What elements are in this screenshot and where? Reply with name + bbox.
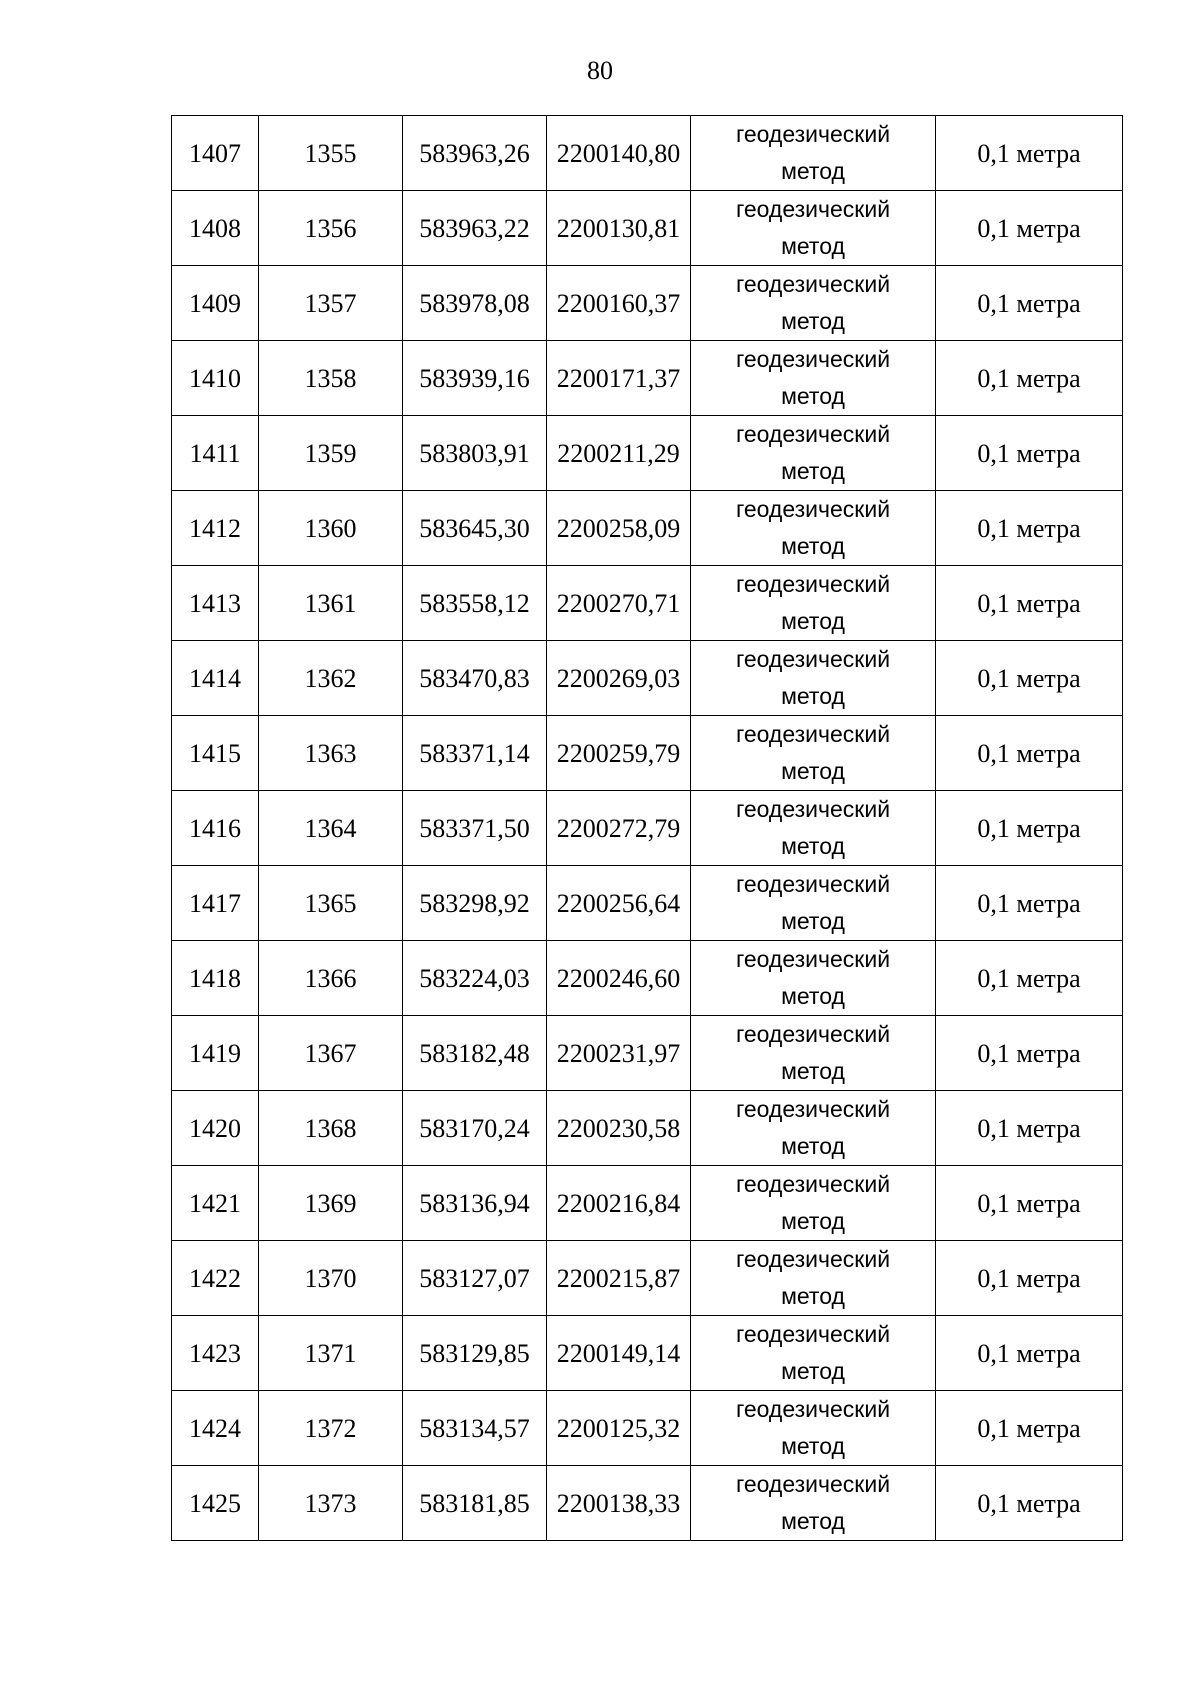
part-point-number-cell: 1366	[259, 941, 403, 1016]
coordinate-y-cell: 2200211,29	[547, 416, 691, 491]
table-row	[172, 641, 1123, 716]
point-number-cell: 1413	[172, 566, 259, 641]
precision-cell: 0,1 метра	[936, 116, 1123, 191]
coordinate-y-cell: 2200258,09	[547, 491, 691, 566]
part-point-number-cell: 1359	[259, 416, 403, 491]
method-line-1: геодезический	[735, 796, 891, 822]
method-cell	[691, 566, 936, 641]
coordinate-x-cell: 583127,07	[403, 1241, 547, 1316]
method-line-2: метод	[781, 983, 845, 1009]
precision-cell: 0,1 метра	[936, 1466, 1123, 1541]
table-row	[172, 341, 1123, 416]
table-row	[172, 1316, 1123, 1391]
method-line-2: метод	[781, 233, 845, 259]
precision-cell: 0,1 метра	[936, 1391, 1123, 1466]
method-cell	[691, 341, 936, 416]
method-cell	[691, 1166, 936, 1241]
method-line-2: метод	[781, 908, 845, 934]
point-number-cell: 1415	[172, 716, 259, 791]
point-number-cell: 1410	[172, 341, 259, 416]
point-number-cell: 1407	[172, 116, 259, 191]
coordinate-y-cell: 2200272,79	[547, 791, 691, 866]
method-cell	[691, 116, 936, 191]
table-row	[172, 566, 1123, 641]
precision-cell: 0,1 метра	[936, 941, 1123, 1016]
part-point-number-cell: 1367	[259, 1016, 403, 1091]
part-point-number-cell: 1368	[259, 1091, 403, 1166]
coordinates-table	[171, 115, 1123, 1541]
precision-cell: 0,1 метра	[936, 1316, 1123, 1391]
method-line-2: метод	[781, 683, 845, 709]
coordinate-y-cell: 2200256,64	[547, 866, 691, 941]
coordinate-x-cell: 583939,16	[403, 341, 547, 416]
point-number-cell: 1423	[172, 1316, 259, 1391]
method-line-1: геодезический	[735, 1096, 891, 1122]
coordinate-x-cell: 583963,22	[403, 191, 547, 266]
coordinate-x-cell: 583134,57	[403, 1391, 547, 1466]
precision-cell: 0,1 метра	[936, 416, 1123, 491]
method-line-1: геодезический	[735, 871, 891, 897]
point-number-cell: 1421	[172, 1166, 259, 1241]
coordinate-y-cell: 2200270,71	[547, 566, 691, 641]
part-point-number-cell: 1361	[259, 566, 403, 641]
method-cell	[691, 191, 936, 266]
precision-cell: 0,1 метра	[936, 191, 1123, 266]
part-point-number-cell: 1373	[259, 1466, 403, 1541]
part-point-number-cell: 1371	[259, 1316, 403, 1391]
table-row	[172, 1391, 1123, 1466]
coordinate-y-cell: 2200160,37	[547, 266, 691, 341]
table-row	[172, 116, 1123, 191]
method-line-2: метод	[781, 1283, 845, 1309]
method-line-2: метод	[781, 833, 845, 859]
method-line-2: метод	[781, 1133, 845, 1159]
method-cell	[691, 641, 936, 716]
point-number-cell: 1419	[172, 1016, 259, 1091]
coordinate-y-cell: 2200171,37	[547, 341, 691, 416]
point-number-cell: 1424	[172, 1391, 259, 1466]
method-cell	[691, 1241, 936, 1316]
method-line-1: геодезический	[735, 346, 891, 372]
part-point-number-cell: 1369	[259, 1166, 403, 1241]
method-cell	[691, 866, 936, 941]
method-cell	[691, 1466, 936, 1541]
precision-cell: 0,1 метра	[936, 716, 1123, 791]
method-cell	[691, 791, 936, 866]
coordinate-x-cell: 583136,94	[403, 1166, 547, 1241]
method-line-2: метод	[781, 758, 845, 784]
method-line-1: геодезический	[735, 1396, 891, 1422]
coordinate-y-cell: 2200269,03	[547, 641, 691, 716]
precision-cell: 0,1 метра	[936, 341, 1123, 416]
method-cell	[691, 1016, 936, 1091]
coordinate-x-cell: 583371,50	[403, 791, 547, 866]
point-number-cell: 1414	[172, 641, 259, 716]
point-number-cell: 1411	[172, 416, 259, 491]
coordinate-y-cell: 2200130,81	[547, 191, 691, 266]
table-row	[172, 941, 1123, 1016]
table-row	[172, 1091, 1123, 1166]
part-point-number-cell: 1355	[259, 116, 403, 191]
table-row	[172, 416, 1123, 491]
part-point-number-cell: 1358	[259, 341, 403, 416]
part-point-number-cell: 1365	[259, 866, 403, 941]
coordinate-y-cell: 2200215,87	[547, 1241, 691, 1316]
precision-cell: 0,1 метра	[936, 266, 1123, 341]
precision-cell: 0,1 метра	[936, 1241, 1123, 1316]
precision-cell: 0,1 метра	[936, 1091, 1123, 1166]
table-row	[172, 491, 1123, 566]
table-row	[172, 1466, 1123, 1541]
coordinate-x-cell: 583803,91	[403, 416, 547, 491]
table-row	[172, 716, 1123, 791]
part-point-number-cell: 1360	[259, 491, 403, 566]
coordinate-x-cell: 583470,83	[403, 641, 547, 716]
method-cell	[691, 716, 936, 791]
precision-cell: 0,1 метра	[936, 566, 1123, 641]
method-line-2: метод	[781, 1508, 845, 1534]
precision-cell: 0,1 метра	[936, 1016, 1123, 1091]
point-number-cell: 1417	[172, 866, 259, 941]
coordinate-y-cell: 2200216,84	[547, 1166, 691, 1241]
method-line-1: геодезический	[735, 721, 891, 747]
part-point-number-cell: 1364	[259, 791, 403, 866]
table-row	[172, 1241, 1123, 1316]
method-line-2: метод	[781, 158, 845, 184]
part-point-number-cell: 1363	[259, 716, 403, 791]
method-line-2: метод	[781, 1208, 845, 1234]
method-line-2: метод	[781, 383, 845, 409]
part-point-number-cell: 1357	[259, 266, 403, 341]
coordinate-y-cell: 2200140,80	[547, 116, 691, 191]
coordinate-x-cell: 583182,48	[403, 1016, 547, 1091]
point-number-cell: 1412	[172, 491, 259, 566]
method-line-2: метод	[781, 458, 845, 484]
precision-cell: 0,1 метра	[936, 866, 1123, 941]
method-line-1: геодезический	[735, 646, 891, 672]
table-row	[172, 866, 1123, 941]
method-cell	[691, 491, 936, 566]
method-line-1: геодезический	[735, 571, 891, 597]
part-point-number-cell: 1372	[259, 1391, 403, 1466]
coordinate-y-cell: 2200149,14	[547, 1316, 691, 1391]
method-cell	[691, 1091, 936, 1166]
coordinates-table-body	[172, 116, 1123, 1541]
part-point-number-cell: 1362	[259, 641, 403, 716]
method-line-2: метод	[781, 1058, 845, 1084]
point-number-cell: 1425	[172, 1466, 259, 1541]
point-number-cell: 1420	[172, 1091, 259, 1166]
precision-cell: 0,1 метра	[936, 791, 1123, 866]
part-point-number-cell: 1370	[259, 1241, 403, 1316]
precision-cell: 0,1 метра	[936, 641, 1123, 716]
coordinate-y-cell: 2200246,60	[547, 941, 691, 1016]
method-cell	[691, 266, 936, 341]
method-line-2: метод	[781, 1433, 845, 1459]
coordinate-x-cell: 583170,24	[403, 1091, 547, 1166]
coordinate-y-cell: 2200138,33	[547, 1466, 691, 1541]
point-number-cell: 1416	[172, 791, 259, 866]
table-row	[172, 791, 1123, 866]
coordinate-x-cell: 583371,14	[403, 716, 547, 791]
method-cell	[691, 1391, 936, 1466]
method-cell	[691, 416, 936, 491]
method-line-1: геодезический	[735, 421, 891, 447]
method-line-2: метод	[781, 608, 845, 634]
coordinate-y-cell: 2200259,79	[547, 716, 691, 791]
method-cell	[691, 1316, 936, 1391]
point-number-cell: 1418	[172, 941, 259, 1016]
method-line-1: геодезический	[735, 946, 891, 972]
table-row	[172, 1166, 1123, 1241]
method-line-1: геодезический	[735, 121, 891, 147]
coordinate-y-cell: 2200231,97	[547, 1016, 691, 1091]
method-line-1: геодезический	[735, 1471, 891, 1497]
point-number-cell: 1408	[172, 191, 259, 266]
method-line-1: геодезический	[735, 1321, 891, 1347]
method-line-2: метод	[781, 533, 845, 559]
coordinate-x-cell: 583224,03	[403, 941, 547, 1016]
page-number: 80	[587, 56, 613, 85]
method-line-1: геодезический	[735, 196, 891, 222]
method-line-1: геодезический	[735, 271, 891, 297]
coordinate-x-cell: 583963,26	[403, 116, 547, 191]
method-line-2: метод	[781, 308, 845, 334]
precision-cell: 0,1 метра	[936, 491, 1123, 566]
coordinate-y-cell: 2200230,58	[547, 1091, 691, 1166]
table-row	[172, 1016, 1123, 1091]
method-line-1: геодезический	[735, 1021, 891, 1047]
precision-cell: 0,1 метра	[936, 1166, 1123, 1241]
part-point-number-cell: 1356	[259, 191, 403, 266]
coordinate-x-cell: 583298,92	[403, 866, 547, 941]
point-number-cell: 1422	[172, 1241, 259, 1316]
coordinate-x-cell: 583645,30	[403, 491, 547, 566]
method-line-1: геодезический	[735, 1246, 891, 1272]
coordinate-x-cell: 583181,85	[403, 1466, 547, 1541]
coordinate-y-cell: 2200125,32	[547, 1391, 691, 1466]
method-cell	[691, 941, 936, 1016]
table-row	[172, 191, 1123, 266]
table-row	[172, 266, 1123, 341]
coordinate-x-cell: 583129,85	[403, 1316, 547, 1391]
method-line-1: геодезический	[735, 1171, 891, 1197]
coordinate-x-cell: 583978,08	[403, 266, 547, 341]
method-line-2: метод	[781, 1358, 845, 1384]
point-number-cell: 1409	[172, 266, 259, 341]
coordinate-x-cell: 583558,12	[403, 566, 547, 641]
method-line-1: геодезический	[735, 496, 891, 522]
